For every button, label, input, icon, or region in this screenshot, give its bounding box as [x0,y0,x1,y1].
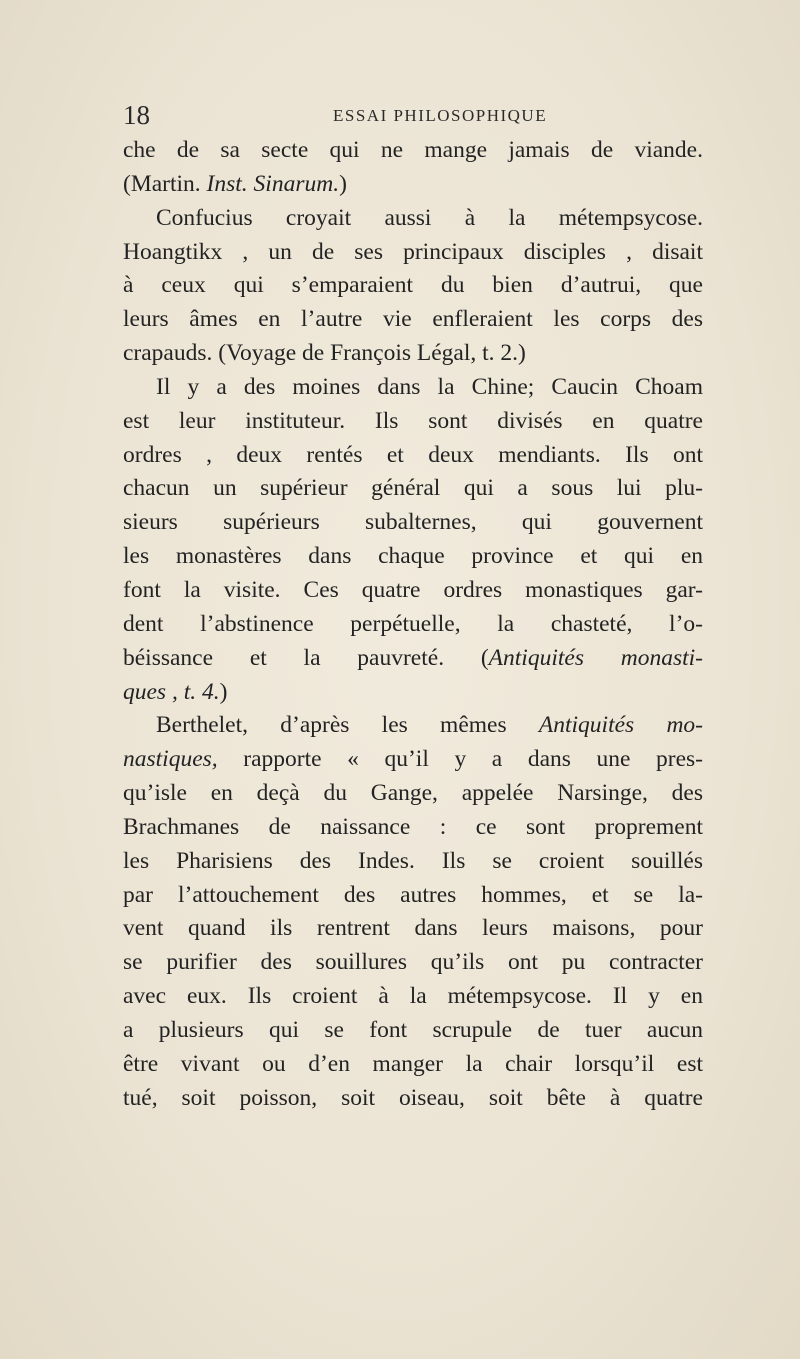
text-line: est leur instituteur. Ils sont divisés en quatre [123,407,703,434]
text-line: ques , t. 4.) [123,678,228,705]
text-line: a plusieurs qui se font scrupule de tuer aucun [123,1016,703,1043]
text-line: crapauds. (Voyage de François Légal, t. 2.) [123,340,526,367]
citation-title: ques , t. 4. [123,678,220,705]
text-line: les monastères dans chaque province et qui en [123,543,703,570]
page-header [123,97,693,133]
citation-title: Antiquités monasti- [488,644,703,671]
text-line: tué, soit poisson, soit oiseau, soit bête à quatre [123,1084,703,1111]
body-text [123,134,703,1115]
text-line: che de sa secte qui ne mange jamais de viande. [123,137,703,163]
text-line: se purifier des souillures qu’ils ont pu contracter [123,949,703,976]
text-line: à ceux qui s’emparaient du bien d’autrui, que [123,272,703,299]
text-line: qu’isle en deçà du Gange, appelée Narsinge, des [123,780,703,807]
text-line: béissance et la pauvreté. (Antiquités monasti- [123,644,703,671]
citation-title: Antiquités mo- [538,712,703,739]
text-line: (Martin. Inst. Sinarum.) [123,170,347,197]
text-line: Il y a des moines dans la Chine; Caucin Choam [156,373,703,400]
text-line: vent quand ils rentrent dans leurs maisons, pour [123,915,703,942]
text-line: Berthelet, d’après les mêmes Antiquités mo- [156,712,703,739]
text-line: leurs âmes en l’autre vie enfleraient les corps des [123,306,703,333]
running-head: ESSAI PHILOSOPHIQUE [333,106,548,125]
text-line: dent l’abstinence perpétuelle, la chasteté, l’o- [123,610,703,637]
text-line: sieurs supérieurs subalternes, qui gouvernent [123,509,703,536]
text-line: Confucius croyait aussi à la métempsycose. [156,204,703,231]
citation-title: nastiques, [123,746,218,773]
text-line: nastiques, rapporte « qu’il y a dans une pres- [123,746,703,773]
text-line: font la visite. Ces quatre ordres monastiques gar- [123,576,703,603]
text-line: être vivant ou d’en manger la chair lorsqu’il est [123,1050,703,1077]
text-line: avec eux. Ils croient à la métempsycose. Il y en [123,983,703,1010]
text-line: ordres , deux rentés et deux mendiants. Ils ont [123,441,703,468]
text-line: par l’attouchement des autres hommes, et se la- [123,881,703,908]
page-number: 18 [123,100,150,130]
text-line: Brachmanes de naissance : ce sont proprement [123,813,703,840]
citation-title: Inst. Sinarum. [206,170,340,197]
text-line: les Pharisiens des Indes. Ils se croient souillés [123,847,703,874]
text-line: Hoangtikx , un de ses principaux disciples , disait [123,238,703,265]
text-line: chacun un supérieur général qui a sous lui plu- [123,475,703,502]
